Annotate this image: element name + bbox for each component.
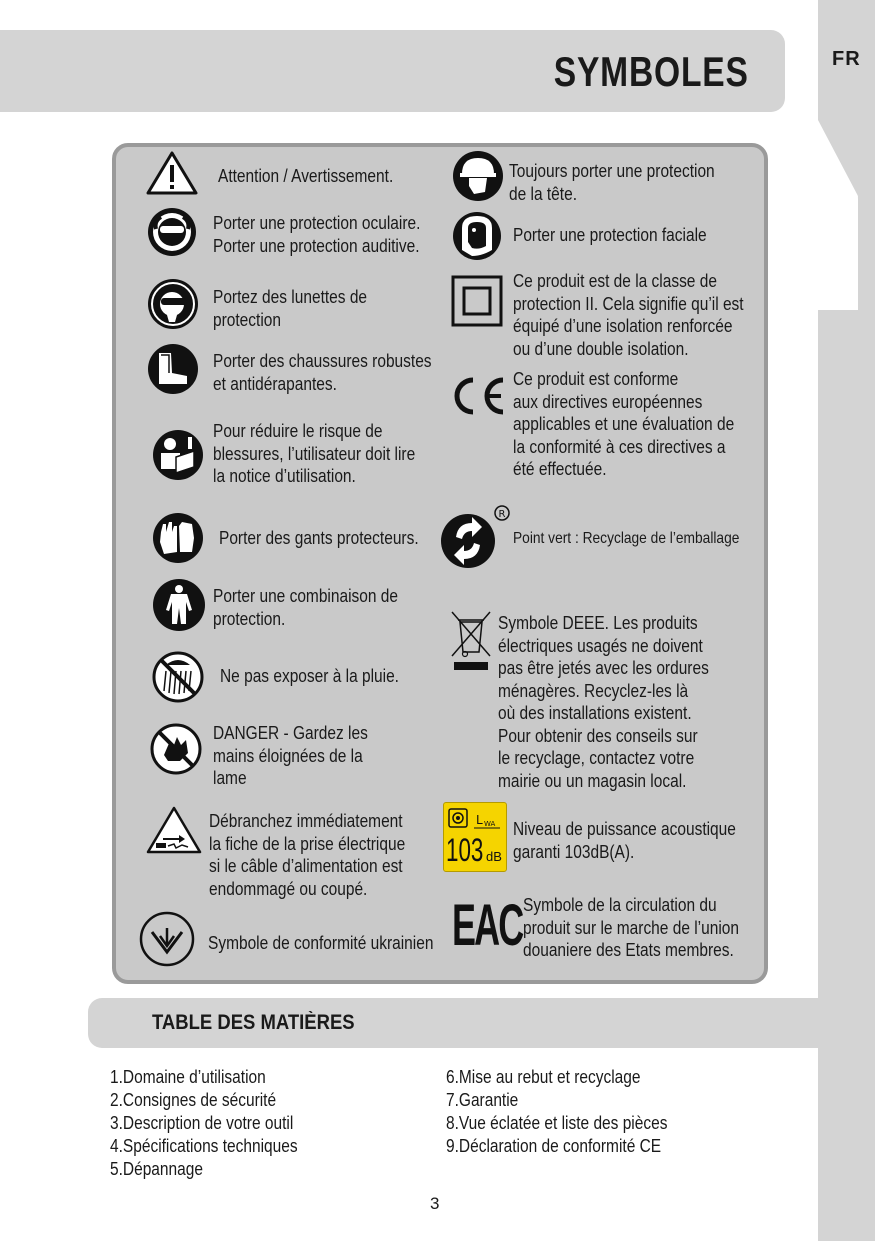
noise-text: Niveau de puissance acoustique garanti 103dB(A). (513, 819, 736, 862)
blade-text: DANGER - Gardez les mains éloignées de la lame (213, 723, 368, 788)
goggles-text: Portez des lunettes de protection (213, 287, 368, 330)
toc-left-column (110, 1066, 298, 1181)
ukraine-text: Symbole de conformité ukrainien (208, 933, 434, 953)
head-protection-text: Toujours porter une protection de la tête. (509, 161, 715, 204)
noise-level-badge (443, 802, 507, 872)
green-dot-icon (440, 503, 512, 571)
toc-item[interactable]: 6.Mise au rebut et recyclage (446, 1067, 641, 1087)
toc-title: TABLE DES MATIÈRES (152, 1011, 355, 1034)
weee-bin-icon (448, 608, 494, 672)
manual-text: Pour réduire le risque de blessures, l’utilisateur doit lire la notice d’utilisation. (213, 421, 416, 486)
read-manual-icon (152, 429, 204, 481)
toc-item[interactable]: 3.Description de votre outil (110, 1113, 294, 1133)
noise-badge-value: 103 (446, 832, 484, 868)
warning-text: Attention / Avertissement. (218, 166, 394, 186)
toc-item[interactable]: 1.Domaine d’utilisation (110, 1067, 266, 1087)
ce-text: Ce produit est conforme aux directives européennes applicables et une évaluation de la conformité à ces directives a été effectuée. (513, 369, 735, 479)
head-protection-icon (452, 150, 504, 202)
title-bar (0, 30, 785, 112)
rain-text: Ne pas exposer à la pluie. (220, 666, 399, 686)
toc-item[interactable]: 8.Vue éclatée et liste des pièces (446, 1113, 668, 1133)
no-rain-icon (152, 651, 204, 703)
toc-right-column (446, 1066, 667, 1158)
toc-header-bar (88, 998, 875, 1048)
eac-mark-text: EAC (452, 893, 523, 958)
coverall-icon (152, 578, 206, 632)
page-title: SYMBOLES (554, 48, 749, 95)
class-ii-text: Ce produit est de la classe de protection II. Cela signifie qu’il est équipé d’une isolation renforcée ou d’une double isolation. (513, 271, 744, 359)
gloves-icon (152, 512, 204, 564)
svg-text:WA: WA (484, 820, 496, 828)
gloves-text: Porter des gants protecteurs. (219, 528, 419, 548)
coverall-text: Porter une combinaison de protection. (213, 586, 399, 629)
eac-text: Symbole de la circulation du produit sur le marche de l’union douaniere des Etats membres. (523, 895, 739, 960)
green-dot-text: Point vert : Recyclage de l’emballage (513, 530, 740, 547)
ukraine-conformity-icon (138, 910, 196, 968)
weee-text: Symbole DEEE. Les produits électriques usagés ne doivent pas être jetés avec les ordures ménagères. Recyclez-les là où des installations existent. Pour obtenir des conseils sur le recyclage, contactez votre mairie ou un magasin local. (498, 613, 709, 791)
eye-ear-text: Porter une protection oculaire. Porter une protection auditive. (213, 213, 421, 256)
page-number: 3 (430, 1194, 440, 1213)
noise-badge-unit: dB (486, 849, 502, 864)
language-code: FR (832, 48, 861, 70)
unplug-text: Débranchez immédiatement la fiche de la prise électrique si le câble d’alimentation est endommagé ou coupé. (209, 811, 406, 899)
svg-text:L: L (476, 813, 483, 827)
toc-item[interactable]: 4.Spécifications techniques (110, 1136, 298, 1156)
blade-danger-icon (150, 723, 202, 775)
class-ii-icon (451, 275, 503, 327)
warning-triangle-icon (146, 150, 198, 196)
goggles-icon (147, 278, 199, 330)
face-text: Porter une protection faciale (513, 225, 707, 245)
toc-item[interactable]: 7.Garantie (446, 1090, 519, 1110)
speaker-icon (448, 808, 502, 832)
unplug-warning-icon (146, 805, 202, 855)
boots-text: Porter des chaussures robustes et antidérapantes. (213, 351, 432, 394)
ce-mark-icon (449, 374, 507, 418)
face-protection-icon (452, 210, 502, 262)
boots-icon (147, 343, 199, 395)
eac-mark-icon (452, 893, 523, 959)
toc-item[interactable]: 9.Déclaration de conformité CE (446, 1136, 662, 1156)
svg-text:R: R (498, 509, 506, 520)
eye-ear-protection-icon (147, 207, 197, 257)
toc-item[interactable]: 5.Dépannage (110, 1159, 203, 1179)
toc-item[interactable]: 2.Consignes de sécurité (110, 1090, 277, 1110)
